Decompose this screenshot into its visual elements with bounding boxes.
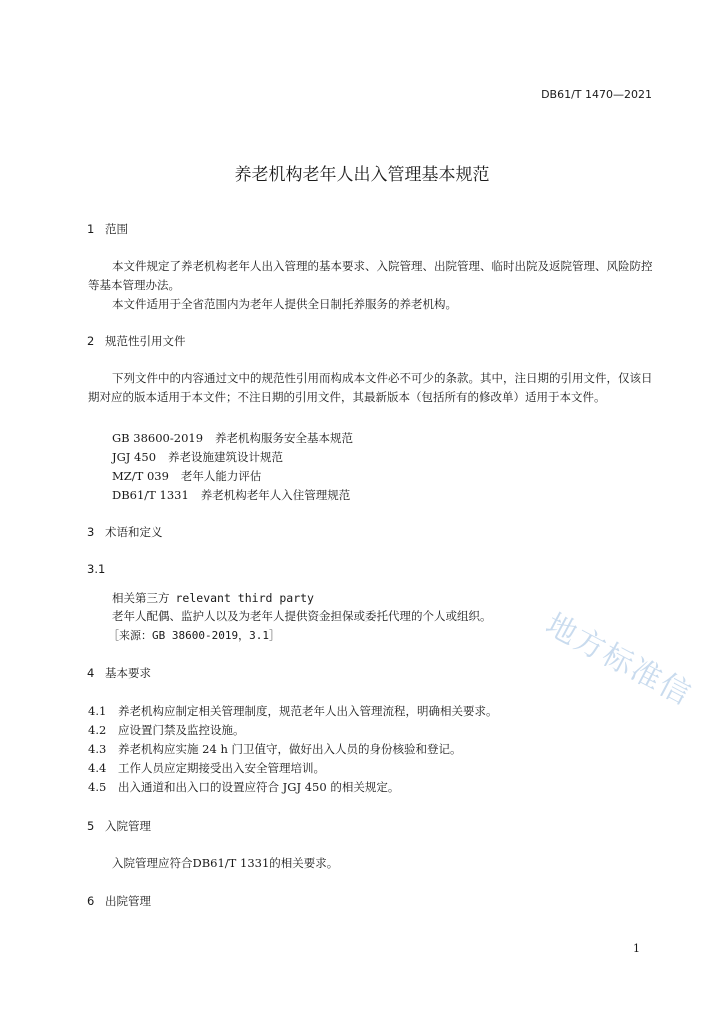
item-number: 4.5 (88, 780, 107, 794)
reference-code: DB61/T 1331 (112, 488, 189, 502)
section-2-intro: 下列文件中的内容通过文中的规范性引用而构成本文件必不可少的条款。其中，注日期的引用文件，仅该日期对应的版本适用于本文件；不注日期的引用文件，其最新版本（包括所有的修改单）适用于本文件。 (88, 371, 653, 404)
reference-title: 养老机构老年人入住管理规范 (200, 488, 351, 502)
section-1-paragraph-2: 本文件适用于全省范围内为老年人提供全日制托养服务的养老机构。 (112, 297, 457, 311)
section-number: 5 (87, 819, 95, 833)
section-title: 出院管理 (105, 894, 151, 908)
requirement-item (88, 703, 498, 719)
item-text: 出入通道和出入口的设置应符合 JGJ 450 的相关规定。 (118, 780, 400, 794)
item-number: 4.2 (88, 723, 107, 737)
section-number: 4 (87, 666, 95, 680)
reference-item (112, 468, 261, 484)
section-number: 6 (87, 894, 95, 908)
section-5-paragraph: 入院管理应符合DB61/T 1331的相关要求。 (112, 856, 339, 870)
section-title: 规范性引用文件 (105, 334, 186, 348)
page-number: 1 (633, 942, 640, 955)
term-chinese: 相关第三方 (112, 591, 170, 605)
section-number: 2 (87, 334, 95, 348)
standard-number: DB61/T 1470—2021 (541, 88, 652, 101)
reference-item (112, 430, 353, 446)
item-number: 4.4 (88, 761, 107, 775)
term-definition: 老年人配偶、监护人以及为老年人提供资金担保或委托代理的个人或组织。 (112, 609, 492, 623)
section-3-heading (87, 524, 163, 540)
section-6-heading (87, 893, 151, 909)
reference-item (112, 487, 350, 503)
section-5-heading (87, 818, 151, 834)
item-number: 4.3 (88, 742, 107, 756)
section-2-heading (87, 333, 186, 349)
item-number: 4.1 (88, 704, 107, 718)
term-source: ［来源：GB 38600-2019，3.1］ (108, 629, 280, 642)
reference-code: JGJ 450 (112, 450, 157, 464)
item-text: 工作人员应定期接受出入安全管理培训。 (118, 761, 325, 775)
section-title: 基本要求 (105, 666, 151, 680)
section-4-heading (87, 665, 151, 681)
requirement-item (88, 760, 325, 776)
reference-title: 老年人能力评估 (180, 469, 262, 483)
reference-title: 养老设施建筑设计规范 (168, 450, 284, 464)
item-text: 应设置门禁及监控设施。 (118, 723, 245, 737)
section-title: 范围 (105, 222, 128, 236)
reference-item (112, 449, 283, 465)
item-text: 养老机构应实施 24 h 门卫值守，做好出入人员的身份核验和登记。 (118, 742, 462, 756)
reference-title: 养老机构服务安全基本规范 (215, 431, 354, 445)
document-title: 养老机构老年人出入管理基本规范 (234, 165, 490, 185)
section-1-heading (87, 221, 128, 237)
requirement-item (88, 722, 245, 738)
requirement-item (88, 741, 462, 757)
section-title: 术语和定义 (105, 525, 163, 539)
term-english: relevant third party (175, 591, 314, 605)
term-entry (112, 590, 314, 606)
watermark: 地方标准信 (539, 607, 698, 714)
term-number: 3.1 (87, 562, 106, 576)
section-1-paragraph-1: 本文件规定了养老机构老年人出入管理的基本要求、入院管理、出院管理、临时出院及返院管理、风险防控等基本管理办法。 (88, 259, 653, 292)
reference-code: MZ/T 039 (112, 469, 169, 483)
section-title: 入院管理 (105, 819, 151, 833)
requirement-item (88, 779, 399, 795)
item-text: 养老机构应制定相关管理制度，规范老年人出入管理流程，明确相关要求。 (118, 704, 498, 718)
section-number: 3 (87, 525, 95, 539)
section-number: 1 (87, 222, 95, 236)
reference-code: GB 38600-2019 (112, 431, 204, 445)
